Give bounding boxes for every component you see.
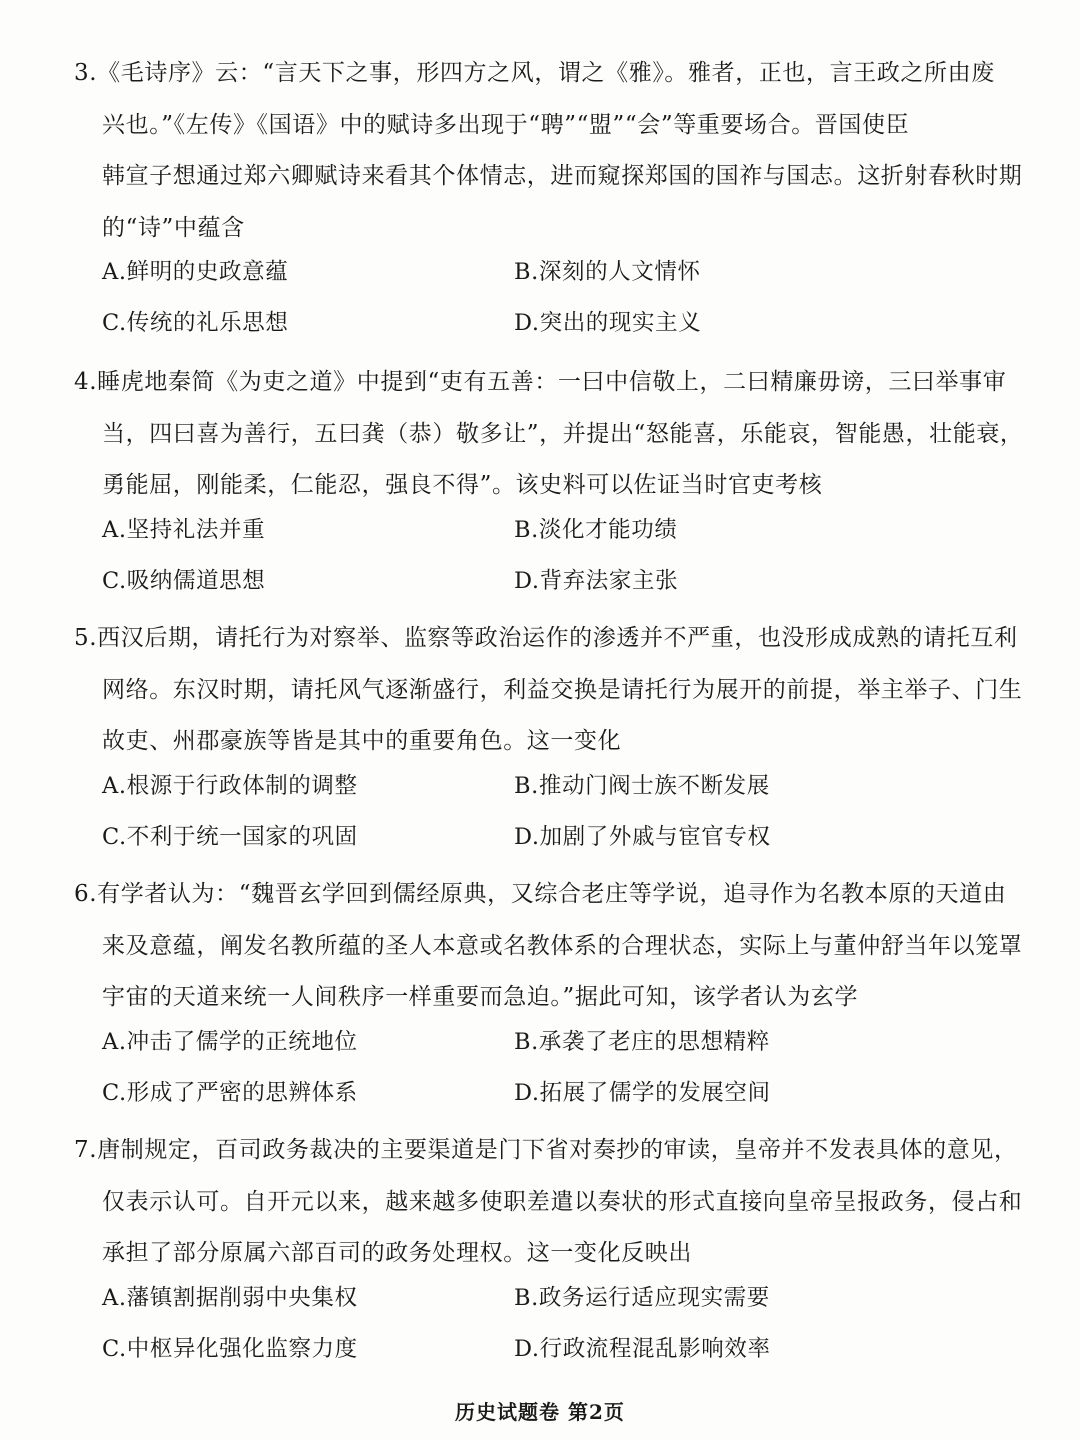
question-stem <box>74 357 1024 512</box>
question-number: 7. <box>74 1137 98 1163</box>
options <box>102 512 1004 615</box>
stem-line: 网络。东汉时期，请托风气逐渐盛行，利益交换是请托行为展开的前提，举主举子、门生 <box>102 676 1023 703</box>
question-stem <box>74 613 1023 768</box>
stem-line: 韩宣子想通过郑六卿赋诗来看其个体情志，进而窥探郑国的国祚与国志。这折射春秋时期 <box>102 163 1023 189</box>
stem-line: 故吏、州郡豪族等皆是其中的重要角色。这一变化 <box>102 728 622 754</box>
stem-line: 宇宙的天道来统一人间秩序一样重要而急迫。”据此可知，该学者认为玄学 <box>102 984 859 1010</box>
question-stem <box>74 48 1023 254</box>
option-b[interactable]: B.深刻的人文情怀 <box>514 259 701 285</box>
option-b[interactable]: B.推动门阀士族不断发展 <box>514 772 770 799</box>
option-d[interactable]: D.行政流程混乱影响效率 <box>514 1335 771 1362</box>
stem-line: 6.有学者认为：“魏晋玄学回到儒经原典，又综合老庄等学说，追寻作为名教本原的天道由 <box>74 881 1007 907</box>
stem-line: 当，四曰喜为善行，五曰龚（恭）敬多让”，并提出“怒能喜，乐能哀，智能愚，壮能衰， <box>102 420 1024 447</box>
option-d[interactable]: D.突出的现实主义 <box>514 310 702 336</box>
option-d[interactable]: D.背弃法家主张 <box>514 567 679 594</box>
question-number: 5. <box>74 625 98 651</box>
option-b[interactable]: B.承袭了老庄的思想精粹 <box>514 1028 770 1055</box>
stem-line: 5.西汉后期，请托行为对察举、监察等政治运作的渗透并不严重，也没形成成熟的请托互利 <box>74 625 1018 651</box>
option-a[interactable]: A.藩镇割据削弱中央集权 <box>102 1284 358 1311</box>
option-b[interactable]: B.淡化才能功绩 <box>514 516 678 543</box>
option-b[interactable]: B.政务运行适应现实需要 <box>514 1284 770 1311</box>
question-stem <box>74 869 1023 1024</box>
question-stem <box>74 1125 1023 1280</box>
option-a[interactable]: A.坚持礼法并重 <box>102 516 266 543</box>
option-c[interactable]: C.传统的礼乐思想 <box>102 310 289 336</box>
stem-line: 勇能屈，刚能柔，仁能忍，强良不得”。该史料可以佐证当时官吏考核 <box>102 472 823 498</box>
page-footer: 历史试题卷 第2页 <box>455 1400 625 1424</box>
option-c[interactable]: C.不利于统一国家的巩固 <box>102 823 358 850</box>
question-4 <box>74 357 1024 615</box>
question-number: 6. <box>74 881 98 907</box>
option-c[interactable]: C.吸纳儒道思想 <box>102 567 266 594</box>
options <box>102 1024 1004 1127</box>
option-c[interactable]: C.中枢异化强化监察力度 <box>102 1335 358 1362</box>
question-7 <box>74 1125 1023 1383</box>
option-d[interactable]: D.拓展了儒学的发展空间 <box>514 1079 771 1106</box>
stem-line: 仅表示认可。自开元以来，越来越多使职差遣以奏状的形式直接向皇帝呈报政务，侵占和 <box>102 1188 1023 1215</box>
stem-line: 7.唐制规定，百司政务裁决的主要渠道是门下省对奏抄的审读，皇帝并不发表具体的意见， <box>74 1137 1018 1163</box>
stem-line: 兴也。”《左传》《国语》中的赋诗多出现于“聘”“盟”“会”等重要场合。晋国使臣 <box>102 111 910 138</box>
question-5 <box>74 613 1023 871</box>
options <box>102 1280 1004 1383</box>
stem-line: 来及意蕴，阐发名教所蕴的圣人本意或名教体系的合理状态，实际上与董仲舒当年以笼罩 <box>102 932 1023 959</box>
stem-line: 的“诗”中蕴含 <box>102 214 245 241</box>
stem-line: 承担了部分原属六部百司的政务处理权。这一变化反映出 <box>102 1240 692 1266</box>
option-a[interactable]: A.根源于行政体制的调整 <box>102 772 358 799</box>
stem-line: 3.《毛诗序》云：“言天下之事，形四方之风，谓之《雅》。雅者，正也，言王政之所由废 <box>74 60 995 86</box>
question-number: 3. <box>74 60 98 86</box>
options <box>102 768 1004 871</box>
question-6 <box>74 869 1023 1127</box>
option-a[interactable]: A.冲击了儒学的正统地位 <box>102 1028 358 1055</box>
stem-line: 4.睡虎地秦简《为吏之道》中提到“吏有五善：一曰中信敬上，二曰精廉毋谤，三曰举事审 <box>74 369 1007 395</box>
option-d[interactable]: D.加剧了外戚与宦官专权 <box>514 823 771 850</box>
question-3 <box>74 48 1023 357</box>
question-number: 4. <box>74 369 98 395</box>
option-c[interactable]: C.形成了严密的思辨体系 <box>102 1079 358 1106</box>
options <box>102 254 1004 357</box>
option-a[interactable]: A.鲜明的史政意蕴 <box>102 259 289 285</box>
